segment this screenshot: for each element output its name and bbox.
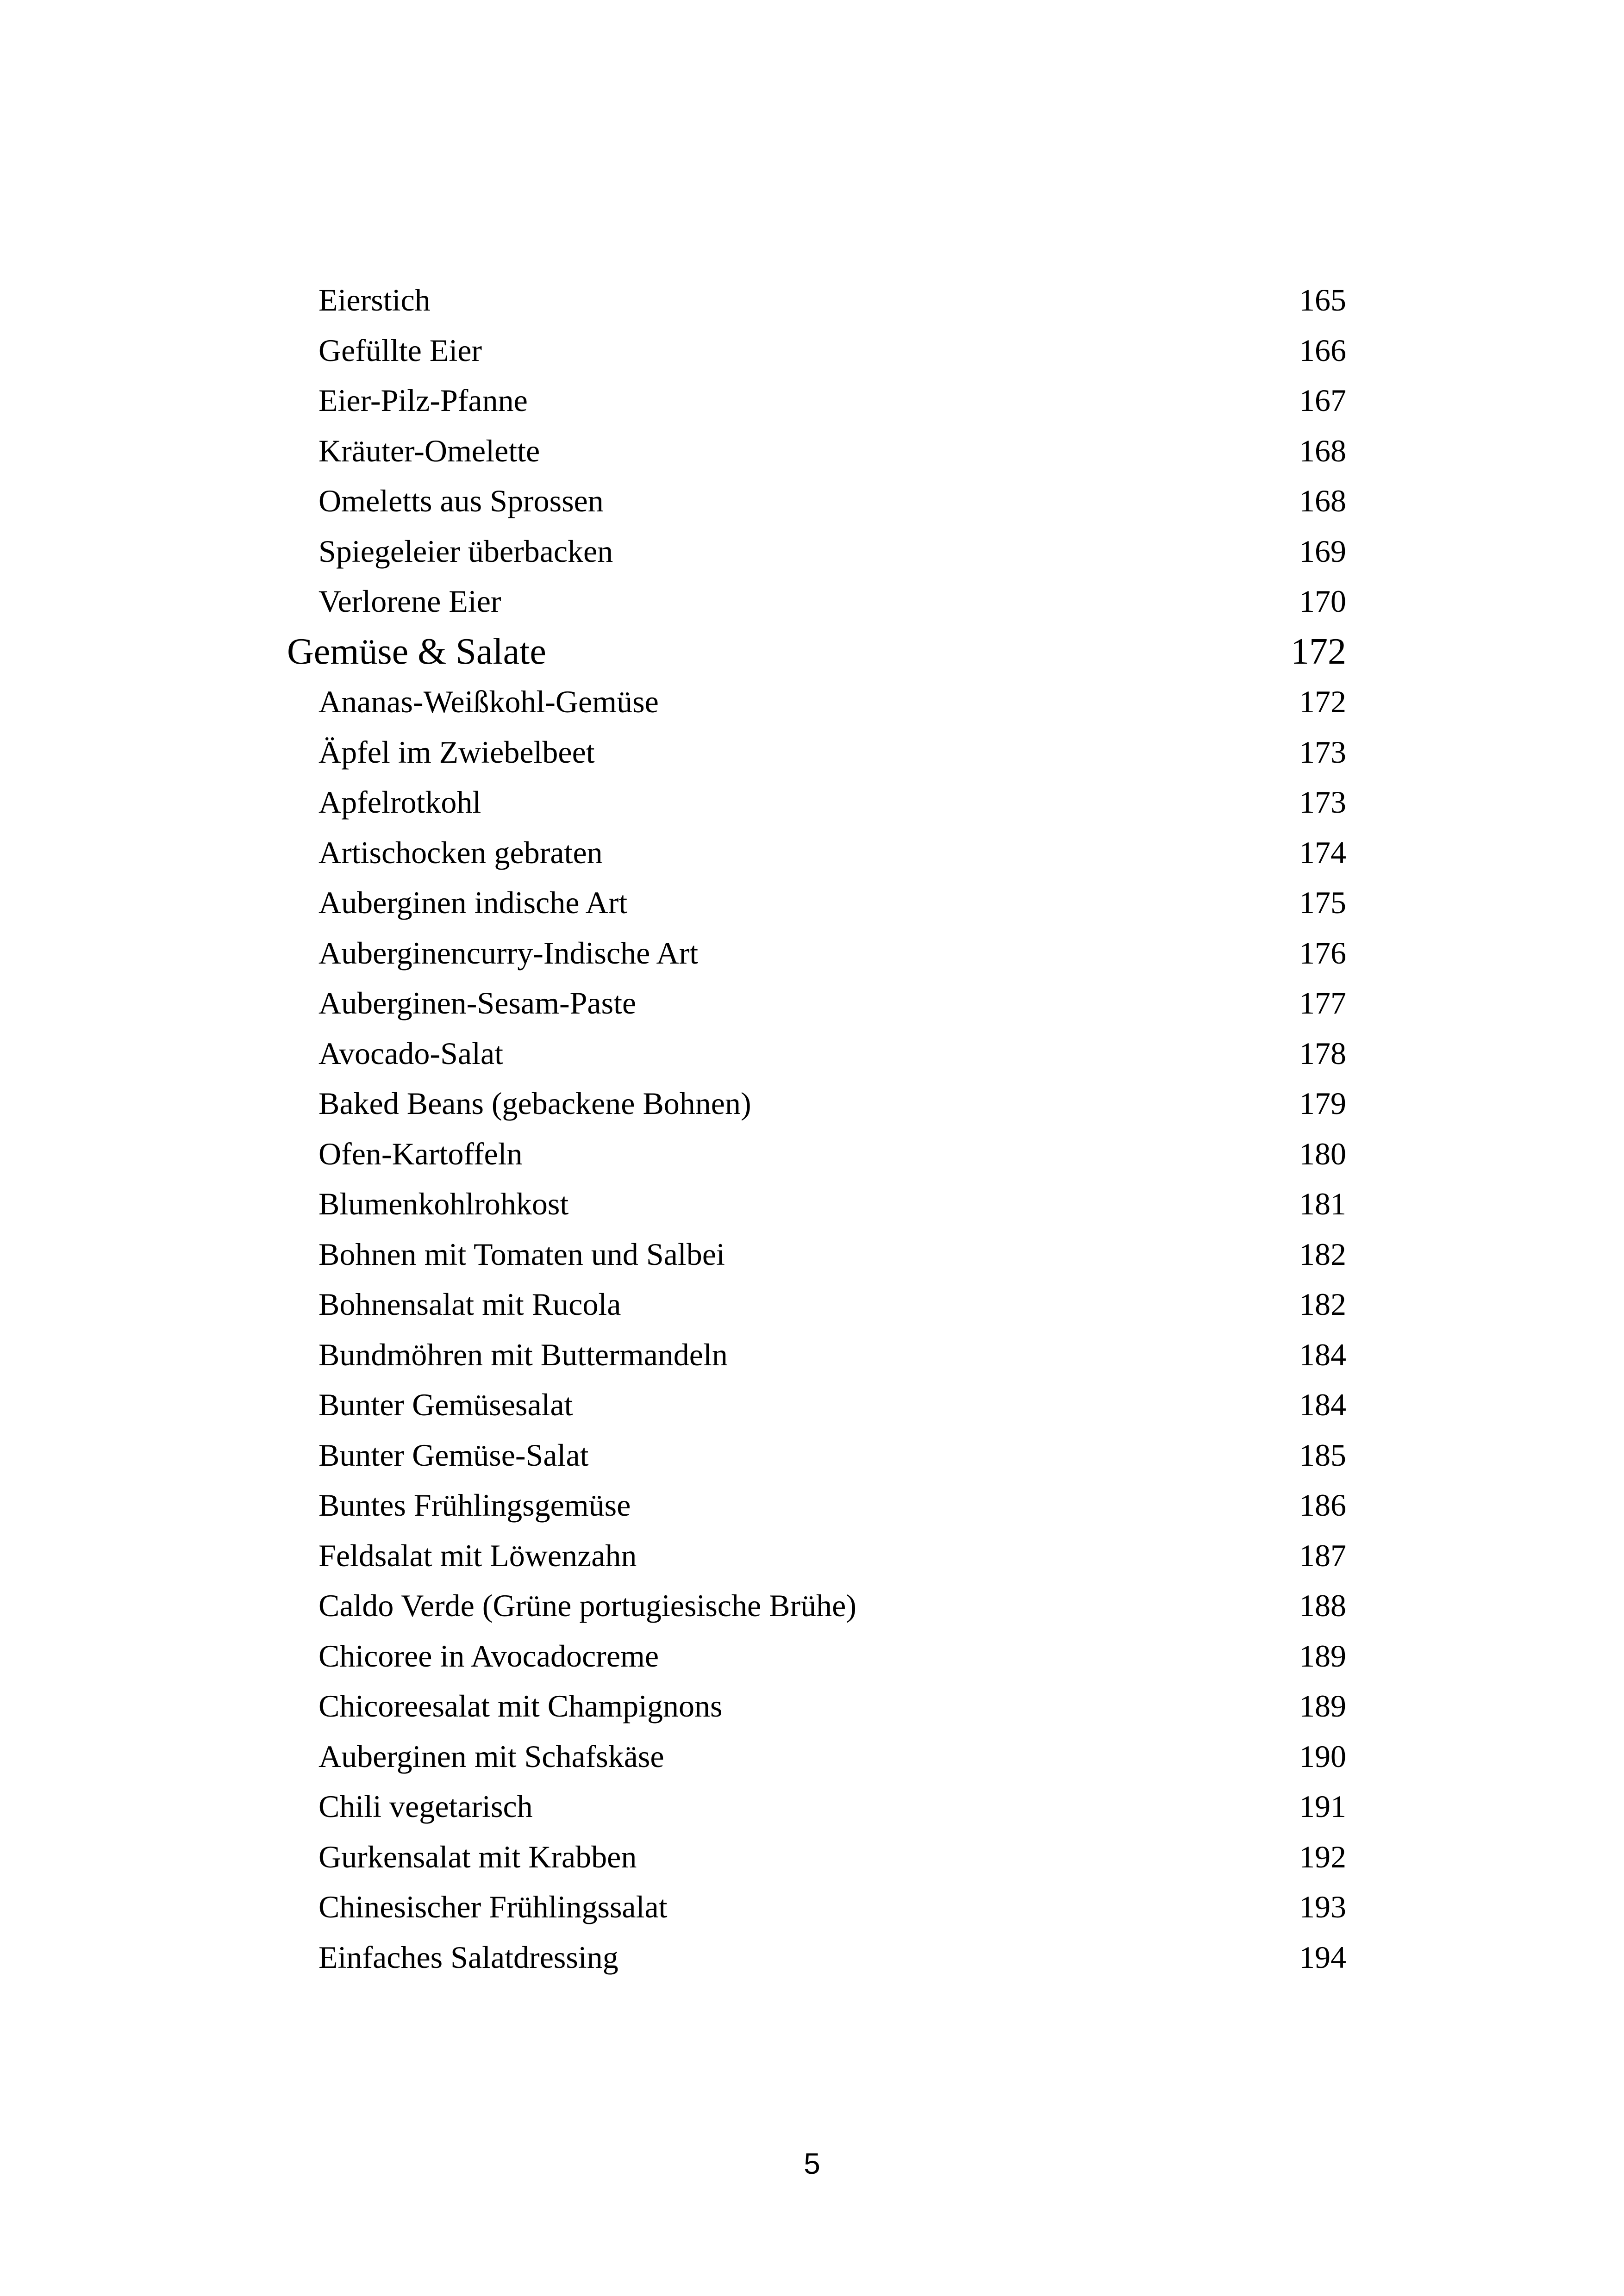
toc-entry <box>319 426 1346 476</box>
toc-entry-page: 189 <box>1299 1638 1346 1674</box>
toc-entry-title: Gefüllte Eier <box>319 333 482 368</box>
toc-entry-page: 184 <box>1299 1387 1346 1422</box>
toc-entry-title: Avocado-Salat <box>319 1036 504 1071</box>
toc-entry-page: 165 <box>1299 282 1346 317</box>
toc-entry <box>319 1380 1346 1430</box>
toc-entry <box>319 1028 1346 1078</box>
toc-entry <box>319 325 1346 375</box>
toc-entry <box>319 275 1346 325</box>
toc-entry-title: Omeletts aus Sprossen <box>319 483 604 518</box>
toc-entry <box>319 1279 1346 1329</box>
toc-entry-title: Äpfel im Zwiebelbeet <box>319 734 595 770</box>
toc-entry-title: Eierstich <box>319 282 431 317</box>
toc-entry-title: Auberginen mit Schafskäse <box>319 1739 664 1774</box>
toc-entry-page: 167 <box>1299 383 1346 418</box>
toc-entry-page: 177 <box>1299 985 1346 1020</box>
toc-entry-page: 184 <box>1299 1337 1346 1372</box>
toc-entry-title: Bohnensalat mit Rucola <box>319 1287 621 1322</box>
toc-entry-page: 180 <box>1299 1136 1346 1171</box>
toc-entry <box>319 1580 1346 1630</box>
toc-entry <box>319 727 1346 777</box>
toc-entry-title: Baked Beans (gebackene Bohnen) <box>319 1086 751 1121</box>
toc-entry-title: Gurkensalat mit Krabben <box>319 1839 637 1874</box>
toc-entry-page: 186 <box>1299 1487 1346 1523</box>
toc-entry-page: 169 <box>1299 534 1346 569</box>
toc-entry-title: Auberginen indische Art <box>319 885 628 920</box>
toc-entry <box>319 1781 1346 1831</box>
toc-entry-title: Blumenkohlrohkost <box>319 1186 569 1221</box>
toc-entry-page: 185 <box>1299 1437 1346 1473</box>
toc-entry <box>319 1480 1346 1530</box>
toc-entry <box>319 375 1346 425</box>
toc-entry <box>319 1129 1346 1179</box>
toc-entry-page: 187 <box>1299 1538 1346 1573</box>
toc-entry-title: Auberginencurry-Indische Art <box>319 935 699 971</box>
toc-entry-page: 181 <box>1299 1186 1346 1221</box>
toc-entry <box>319 1731 1346 1781</box>
toc-entry <box>319 1179 1346 1229</box>
toc-entry <box>319 877 1346 927</box>
toc-entry-page: 168 <box>1299 433 1346 468</box>
toc-entry-title: Gemüse & Salate <box>287 631 546 672</box>
toc-entry-title: Chicoree in Avocadocreme <box>319 1638 659 1674</box>
toc-entry-page: 192 <box>1299 1839 1346 1874</box>
toc-entry-title: Bunter Gemüsesalat <box>319 1387 573 1422</box>
toc-entry <box>319 526 1346 576</box>
toc-entry-title: Ofen-Kartoffeln <box>319 1136 523 1171</box>
toc-entry-title: Bundmöhren mit Buttermandeln <box>319 1337 728 1372</box>
toc-entry-page: 190 <box>1299 1739 1346 1774</box>
toc-entry <box>319 1832 1346 1882</box>
toc-entry <box>319 828 1346 877</box>
toc-entry <box>319 777 1346 827</box>
toc-entry-page: 176 <box>1299 935 1346 971</box>
toc-entry-title: Kräuter-Omelette <box>319 433 540 468</box>
toc-entry-title: Eier-Pilz-Pfanne <box>319 383 528 418</box>
toc-entry-title: Caldo Verde (Grüne portugiesische Brühe) <box>319 1588 856 1623</box>
toc-entry <box>319 677 1346 727</box>
toc-entry-page: 182 <box>1299 1287 1346 1322</box>
toc-entry <box>319 1078 1346 1128</box>
toc-entry-page: 178 <box>1299 1036 1346 1071</box>
toc-entry <box>319 1932 1346 1982</box>
toc-entry-title: Chili vegetarisch <box>319 1789 533 1824</box>
toc-entry <box>319 1531 1346 1580</box>
toc-entry <box>319 978 1346 1028</box>
toc-entry-page: 175 <box>1299 885 1346 920</box>
toc-entry-page: 189 <box>1299 1688 1346 1724</box>
toc-entry <box>319 1229 1346 1279</box>
toc-entry-title: Chicoreesalat mit Champignons <box>319 1688 723 1724</box>
toc-entry-page: 172 <box>1291 631 1346 672</box>
toc-entry-title: Ananas-Weißkohl-Gemüse <box>319 684 659 719</box>
toc-entry-title: Chinesischer Frühlingssalat <box>319 1889 668 1924</box>
toc-entry-title: Buntes Frühlingsgemüse <box>319 1487 631 1523</box>
toc-entry-title: Einfaches Salatdressing <box>319 1940 618 1975</box>
page-number: 5 <box>804 2147 820 2180</box>
toc-entry-page: 166 <box>1299 333 1346 368</box>
toc-entry-page: 193 <box>1299 1889 1346 1924</box>
toc-entry-page: 194 <box>1299 1940 1346 1975</box>
toc-entry <box>319 1882 1346 1932</box>
toc-entry-page: 182 <box>1299 1237 1346 1272</box>
toc-entry <box>319 1330 1346 1380</box>
toc-entry <box>319 476 1346 526</box>
toc-entry-title: Bohnen mit Tomaten und Salbei <box>319 1237 725 1272</box>
toc-entry <box>319 1430 1346 1480</box>
toc-entry <box>319 1681 1346 1731</box>
toc-entry <box>319 576 1346 626</box>
toc-entry-title: Spiegeleier überbacken <box>319 534 613 569</box>
toc-entry-page: 168 <box>1299 483 1346 518</box>
toc-entry-title: Auberginen-Sesam-Paste <box>319 985 637 1020</box>
toc-entry-title: Verlorene Eier <box>319 584 501 619</box>
toc-entry-title: Bunter Gemüse-Salat <box>319 1437 589 1473</box>
toc-entry-page: 173 <box>1299 734 1346 770</box>
toc-entry <box>319 928 1346 978</box>
toc-entry-page: 179 <box>1299 1086 1346 1121</box>
toc-entry-page: 188 <box>1299 1588 1346 1623</box>
toc-entry-page: 172 <box>1299 684 1346 719</box>
toc-entry-page: 191 <box>1299 1789 1346 1824</box>
toc-entry-page: 174 <box>1299 835 1346 870</box>
toc-entry <box>319 1631 1346 1681</box>
toc-entry-title: Artischocken gebraten <box>319 835 603 870</box>
toc-entry-title: Feldsalat mit Löwenzahn <box>319 1538 637 1573</box>
toc-entry-page: 170 <box>1299 584 1346 619</box>
toc-section-heading <box>287 627 1346 677</box>
toc-entry-title: Apfelrotkohl <box>319 784 481 820</box>
toc-entry-page: 173 <box>1299 784 1346 820</box>
